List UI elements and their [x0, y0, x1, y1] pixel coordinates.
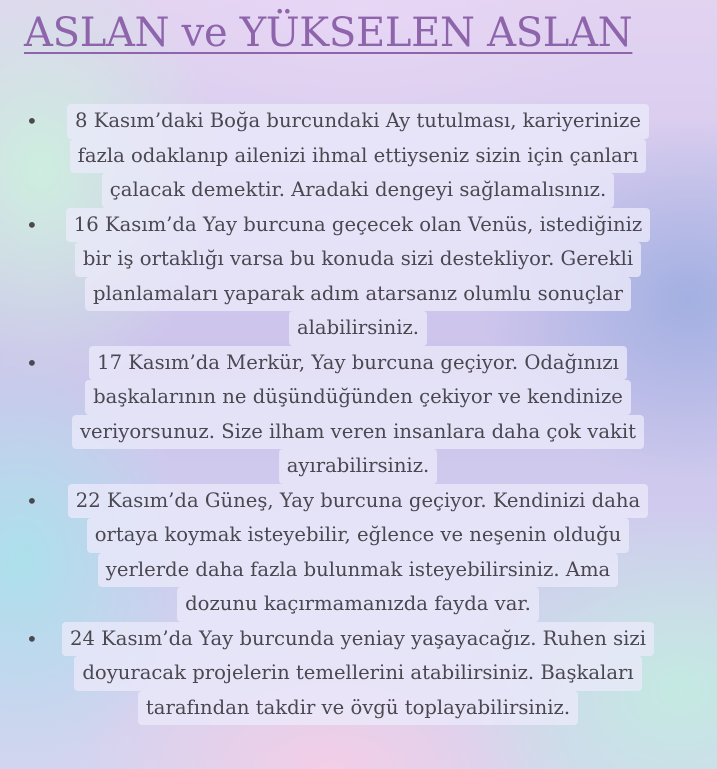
item-line: 17 Kasım’da Merkür, Yay burcuna geçiyor. Odağınızı [89, 346, 627, 381]
list-item [8, 622, 708, 726]
item-line: doyuracak projelerin temellerini atabilirsiniz. Başkaları [74, 656, 641, 691]
item-line: veriyorsunuz. Size ilham veren insanlara daha çok vakit [72, 415, 644, 450]
item-line: 8 Kasım’daki Boğa burcundaki Ay tutulması, kariyerinize [67, 104, 649, 139]
list-item [8, 104, 708, 208]
item-line: 16 Kasım’da Yay burcuna geçecek olan Venüs, istediğiniz [66, 208, 650, 243]
bullet-icon: • [26, 488, 38, 513]
bullet-icon: • [26, 212, 38, 237]
bullet-icon: • [26, 626, 38, 651]
item-line: planlamaları yaparak adım atarsanız olumlu sonuçlar [85, 277, 631, 312]
list-item [8, 208, 708, 346]
item-line: başkalarının ne düşündüğünden çekiyor ve kendinize [85, 380, 631, 415]
bullet-icon: • [26, 350, 38, 375]
item-line: alabilirsiniz. [289, 311, 427, 346]
item-line: bir iş ortaklığı varsa bu konuda sizi destekliyor. Gerekli [75, 242, 641, 277]
item-line: 22 Kasım’da Güneş, Yay burcuna geçiyor. Kendinizi daha [68, 484, 648, 519]
list-item [8, 346, 708, 484]
item-line: ayırabilirsiniz. [279, 449, 438, 484]
bullet-icon: • [26, 109, 38, 133]
item-line: çalacak demektir. Aradaki dengeyi sağlamalısınız. [102, 173, 614, 208]
item-line: tarafından takdir ve övgü toplayabilirsiniz. [138, 691, 578, 726]
page-title: ASLAN ve YÜKSELEN ASLAN [24, 10, 633, 56]
item-line: yerlerde daha fazla bulunmak isteyebilirsiniz. Ama [98, 553, 618, 588]
item-line: ortaya koymak isteyebilir, eğlence ve neşenin olduğu [87, 518, 630, 553]
item-line: dozunu kaçırmamanızda fayda var. [177, 587, 539, 622]
list-item [8, 484, 708, 622]
item-line: 24 Kasım’da Yay burcunda yeniay yaşayacağız. Ruhen sizi [62, 622, 654, 657]
item-line: fazla odaklanıp ailenizi ihmal ettiyseniz sizin için çanları [70, 139, 647, 174]
horoscope-list [8, 104, 708, 725]
